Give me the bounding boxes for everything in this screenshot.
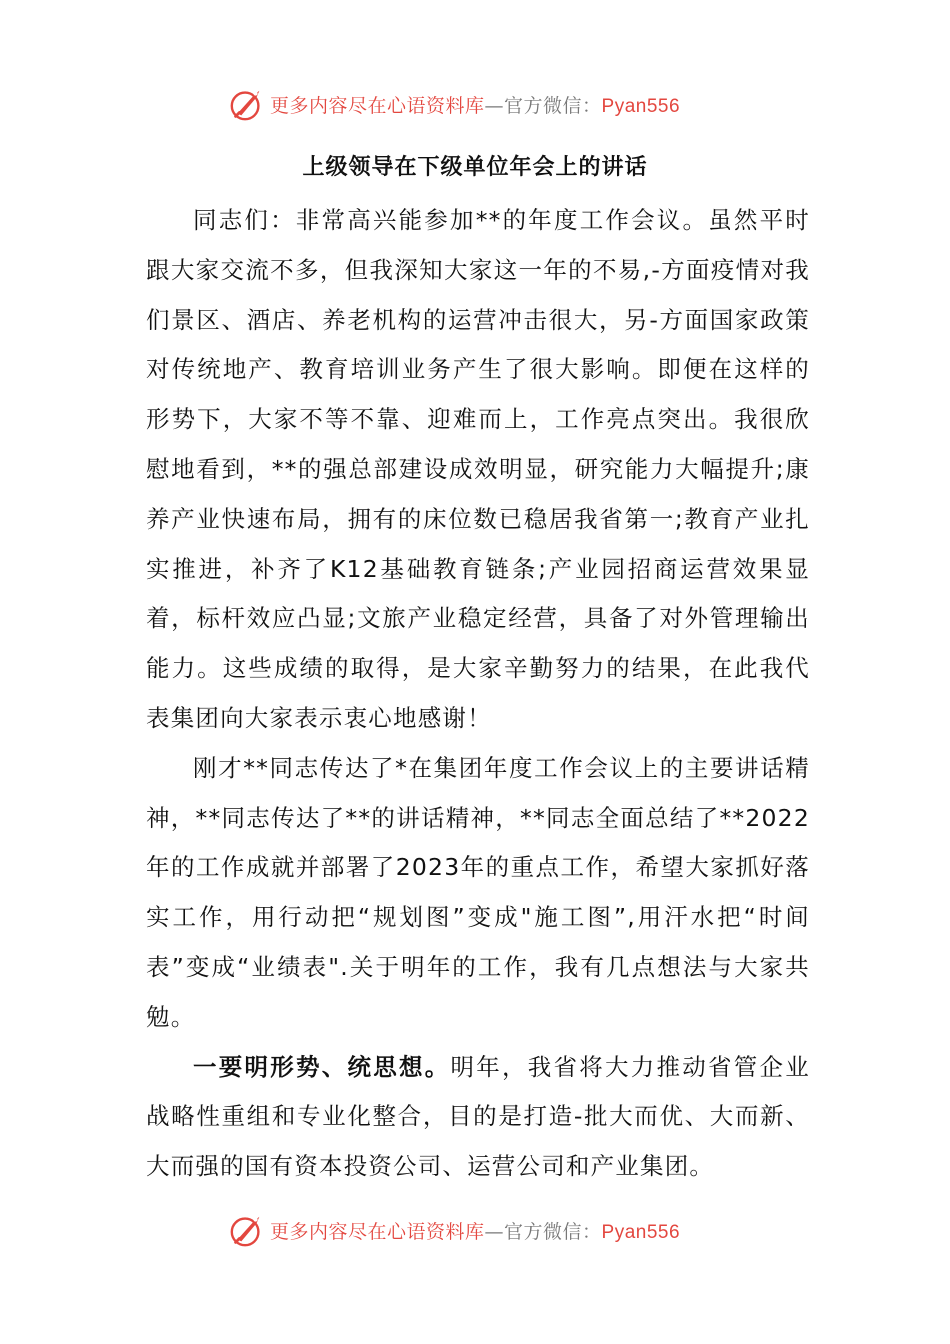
header-brand: 更多内容尽在心语资料库	[270, 94, 485, 117]
footer-banner-text	[270, 1217, 680, 1244]
document-body	[146, 196, 810, 1192]
header-wechat-id: Pyan556	[601, 95, 681, 117]
paragraph-3	[146, 1043, 810, 1192]
footer-banner	[228, 1208, 748, 1252]
paragraph-1-text: 同志们：非常高兴能参加**的年度工作会议。虽然平时跟大家交流不多，但我深知大家这一年的不易,-方面疫情对我们景区、酒店、养老机构的运营冲击很大，另-方面国家政策对传统地产、教育培训业务产生了很大影响。即便在这样的形势下，大家不等不靠、迎难而上，工作亮点突出。我很欣慰地看到，**的强总部建设成效明显，研究能力大幅提升;康养产业快速布局，拥有的床位数已稳居我省第一;教育产业扎实推进，补齐了K12基础教育链条;产业园招商运营效果显着，标杆效应凸显;文旅产业稳定经营，具备了对外管理输出能力。这些成绩的取得，是大家辛勤努力的结果，在此我代表集团向大家表示衷心地感谢！	[146, 206, 810, 732]
header-banner-text	[270, 91, 680, 118]
paragraph-2-text: 刚才**同志传达了*在集团年度工作会议上的主要讲话精神，**同志传达了**的讲话精神，**同志全面总结了**2022年的工作成就并部署了2023年的重点工作，希望大家抓好落实工作，用行动把“规划图”变成"施工图”,用汗水把“时间表”变成“业绩表".关于明年的工作，我有几点想法与大家共勉。	[146, 753, 810, 1031]
pen-logo-icon	[228, 85, 266, 123]
header-banner	[228, 82, 748, 126]
paragraph-3-lead: 一要明形势、统思想。	[193, 1052, 451, 1081]
paragraph-2	[146, 744, 810, 1043]
paragraph-1	[146, 196, 810, 744]
document-title: 上级领导在下级单位年会上的讲话	[302, 155, 648, 180]
paragraph-3-text: 明年，我省将大力推动省管企业战略性重组和专业化整合，目的是打造-批大而优、大而新、大而强的国有资本投资公司、运营公司和产业集团。	[146, 1052, 811, 1181]
pen-logo-icon	[228, 1211, 266, 1249]
footer-brand: 更多内容尽在心语资料库	[270, 1220, 485, 1243]
footer-wechat-id: Pyan556	[601, 1221, 681, 1243]
header-wechat-label: 官方微信：	[504, 94, 602, 117]
footer-separator: —	[484, 1220, 505, 1243]
header-separator: —	[484, 94, 505, 117]
footer-wechat-label: 官方微信：	[504, 1220, 602, 1243]
